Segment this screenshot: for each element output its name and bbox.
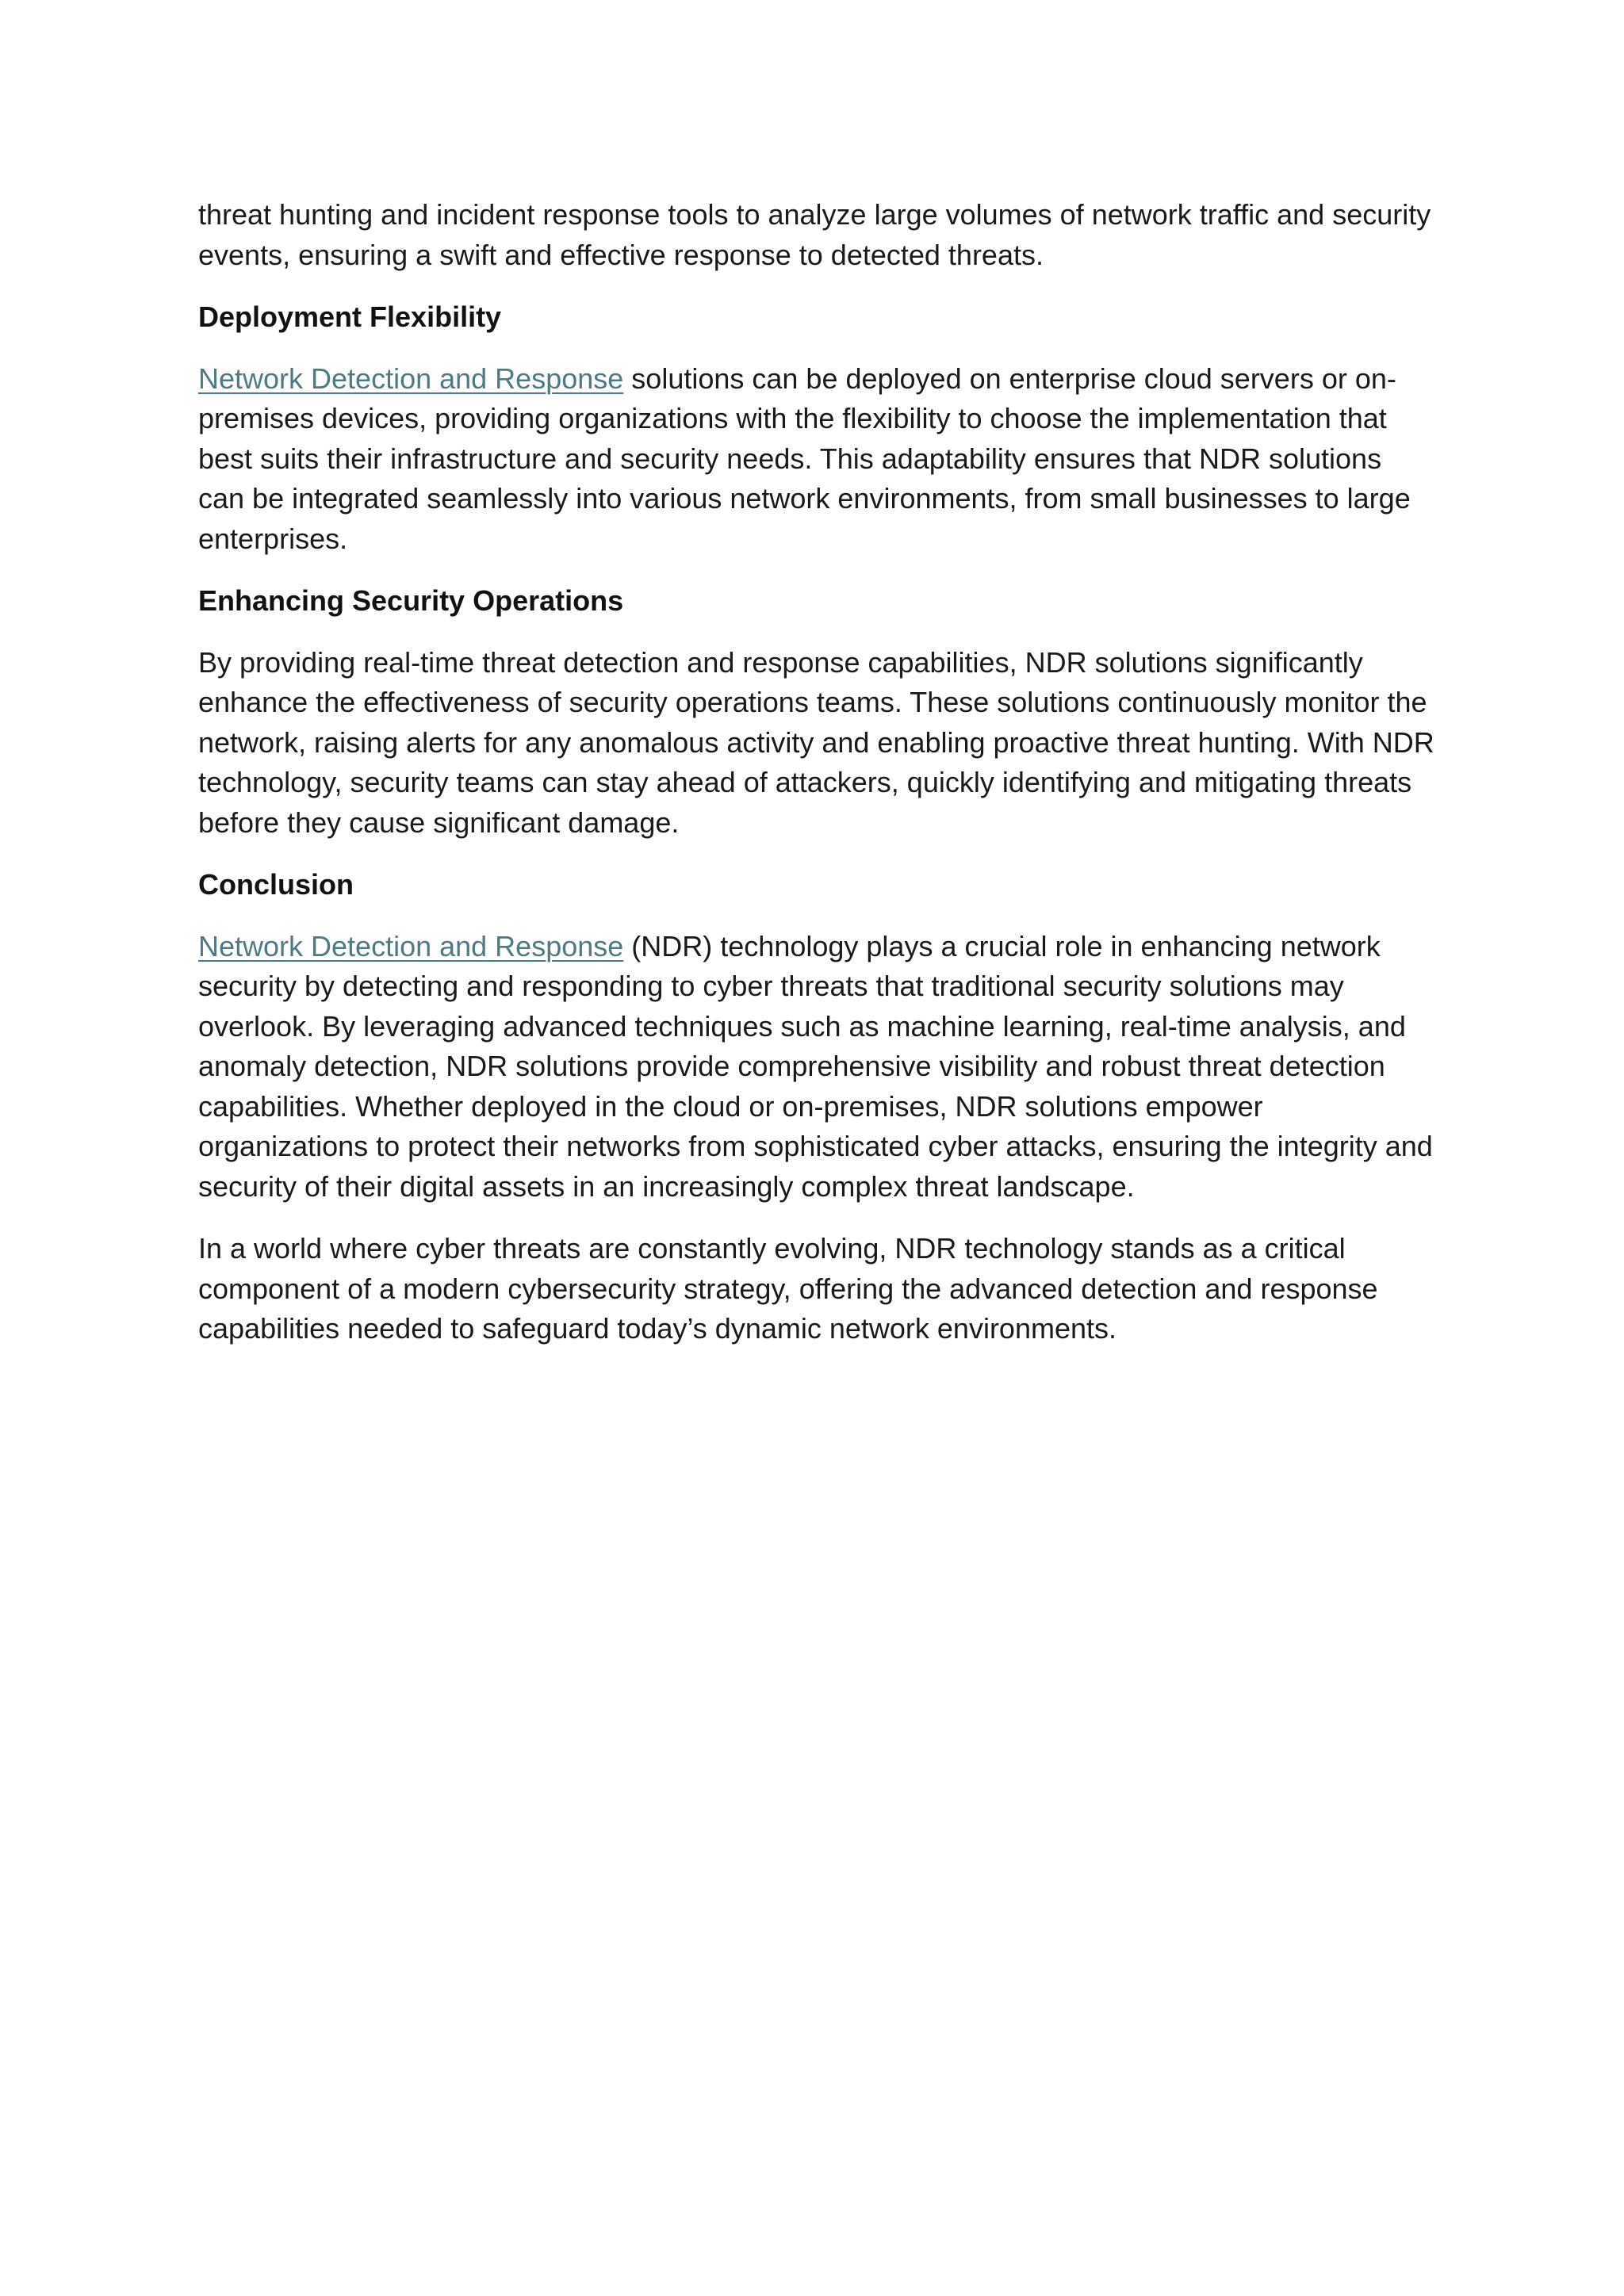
paragraph-conclusion — [198, 927, 1435, 1207]
heading-enhancing-security-operations: Enhancing Security Operations — [198, 584, 624, 617]
heading-deployment-flexibility: Deployment Flexibility — [198, 300, 502, 333]
paragraph-enhancing-security-operations: By providing real-time threat detection and response capabilities, NDR solutions significantly enhance the effectiveness of security operations teams. These solutions continuously monitor the network, raising alerts for any anomalous activity and enabling proactive threat hunting. With NDR technology, security teams can stay ahead of attackers, quickly identifying and mitigating threats before they cause significant damage. — [198, 645, 1434, 839]
document-page — [198, 195, 1435, 1372]
ndr-link[interactable]: Network Detection and Response — [198, 362, 624, 395]
intro-paragraph: threat hunting and incident response tools to analyze large volumes of network traffic and security events, ensuring a swift and effective response to detected threats. — [198, 198, 1431, 271]
ndr-link[interactable]: Network Detection and Response — [198, 929, 624, 962]
paragraph-text: solutions can be deployed on enterprise cloud servers or on-premises devices, providing organizations with the flexibility to choose the implementation that best suits their infrastructure and security needs. This adaptability ensures that NDR solutions can be integrated seamlessly into various network environments, from small businesses to large enterprises. — [198, 362, 1411, 555]
paragraph-text: (NDR) technology plays a crucial role in enhancing network security by detecting and responding to cyber threats that traditional security solutions may overlook. By leveraging advanced techniques such as machine learning, real-time analysis, and anomaly detection, NDR solutions provide comprehensive visibility and robust threat detection capabilities. Whether deployed in the cloud or on-premises, NDR solutions empower organizations to protect their networks from sophisticated cyber attacks, ensuring the integrity and security of their digital assets in an increasingly complex threat landscape. — [198, 929, 1433, 1203]
paragraph-deployment-flexibility — [198, 359, 1435, 560]
closing-paragraph: In a world where cyber threats are constantly evolving, NDR technology stands as a critical component of a modern cybersecurity strategy, offering the advanced detection and response capabilities needed to safeguard today’s dynamic network environments. — [198, 1232, 1378, 1345]
heading-conclusion: Conclusion — [198, 868, 354, 901]
